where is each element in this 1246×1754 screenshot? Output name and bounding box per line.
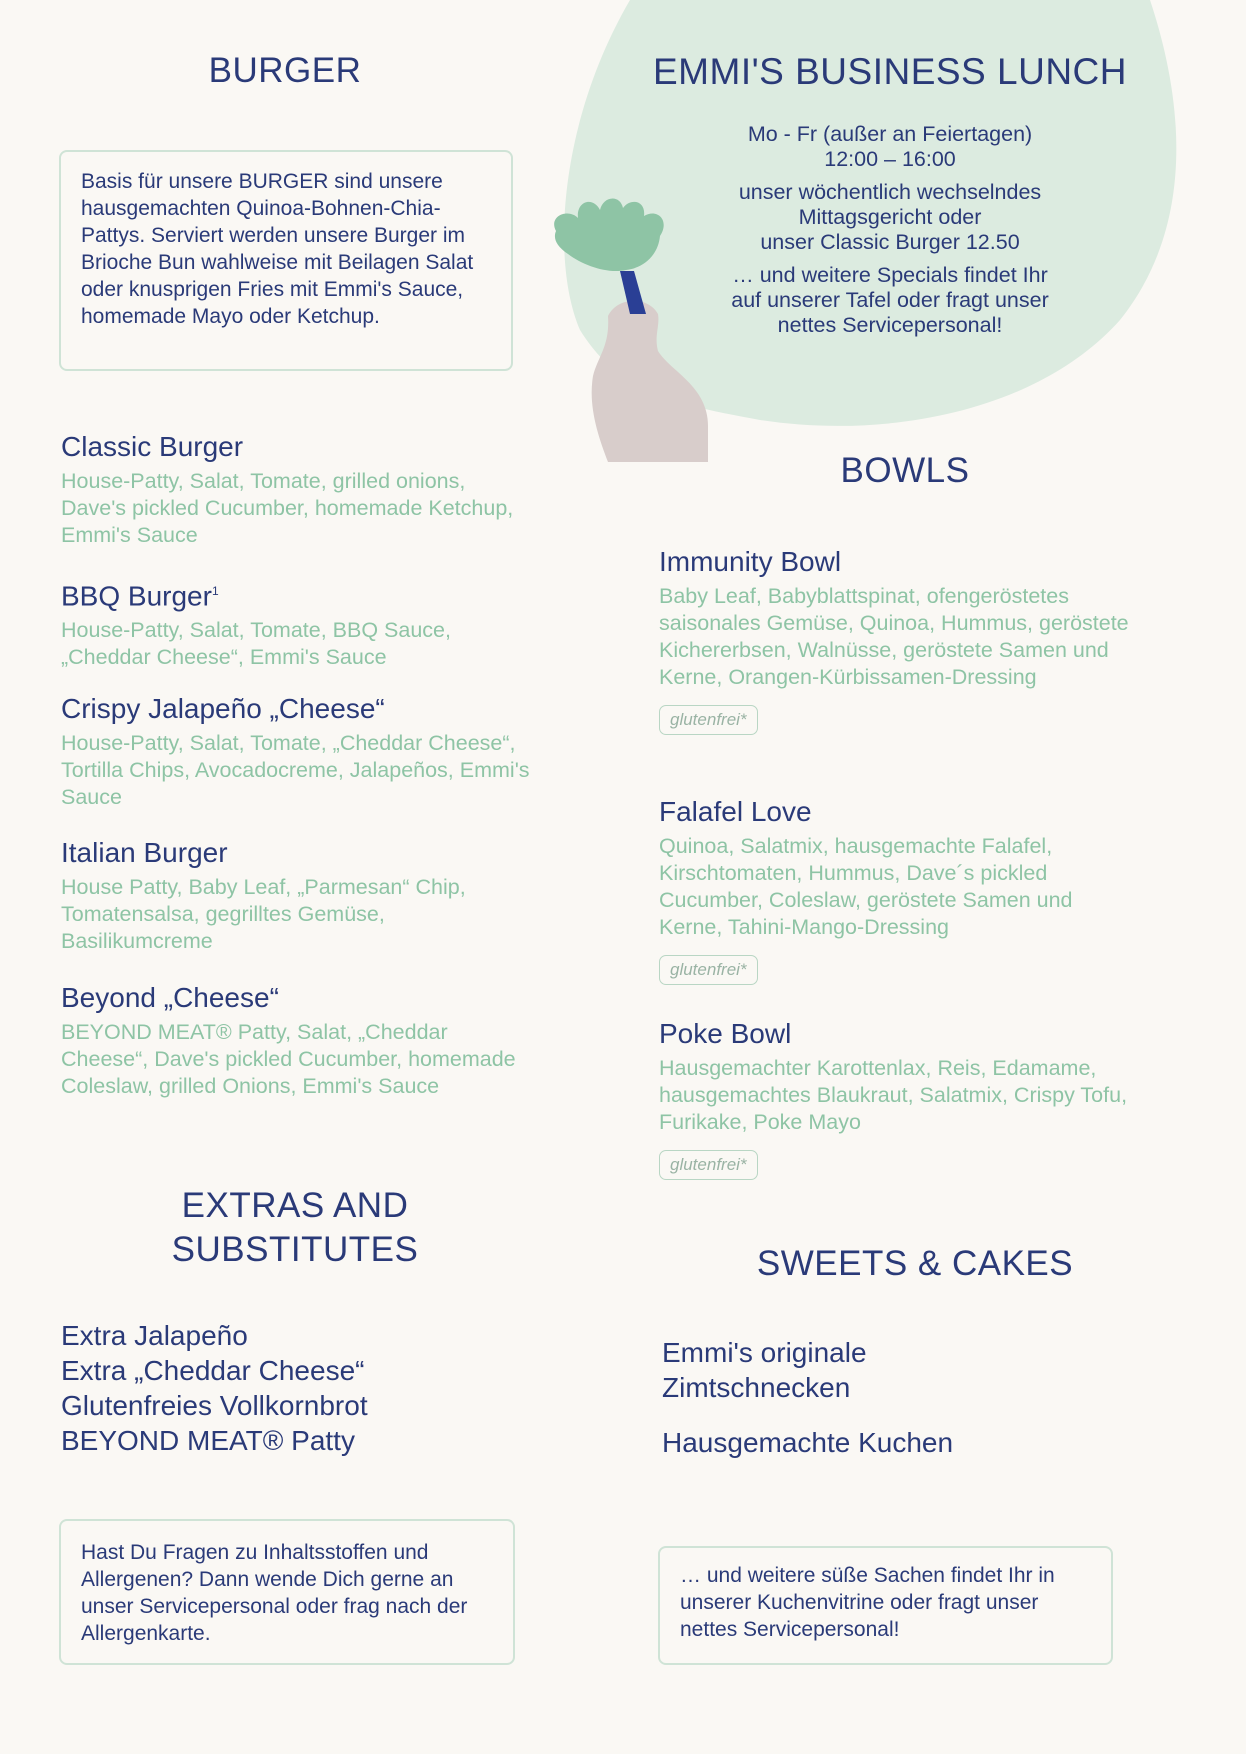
burger-item-desc: House-Patty, Salat, Tomate, „Cheddar Cheese“, Tortilla Chips, Avocadocreme, Jalapeños, Emmi's Sauce	[61, 731, 530, 809]
burger-item-title: Classic Burger	[61, 431, 244, 462]
lunch-heading: EMMI'S BUSINESS LUNCH	[653, 51, 1127, 92]
lunch-days: Mo - Fr (außer an Feiertagen)	[747, 122, 1033, 146]
bowls-heading: BOWLS	[840, 451, 970, 490]
bowl-item-title: Immunity Bowl	[659, 546, 842, 577]
burger-item-title: Crispy Jalapeño „Cheese“	[61, 693, 385, 724]
extras-list	[61, 1318, 541, 1458]
burger-item	[61, 574, 531, 671]
bowl-item	[659, 1017, 1129, 1180]
bowl-item-desc: Quinoa, Salatmix, hausgemachte Falafel, Kirschtomaten, Hummus, Dave´s pickled Cucumber, Coleslaw, geröstete Samen und Kerne, Tahini-Mango-Dressing	[659, 834, 1073, 939]
extras-item: BEYOND MEAT® Patty	[61, 1425, 355, 1456]
extras-heading	[60, 1184, 530, 1272]
bowl-item	[659, 795, 1129, 985]
extras-heading-line: EXTRAS AND	[181, 1186, 409, 1225]
lunch-line: nettes Servicepersonal!	[777, 313, 1003, 337]
lunch-line: unser wöchentlich wechselndes	[738, 180, 1042, 204]
glutenfree-badge: glutenfrei*	[659, 1150, 758, 1180]
bowl-item-title: Poke Bowl	[659, 1018, 792, 1049]
burger-item-desc: BEYOND MEAT® Patty, Salat, „Cheddar Cheese“, Dave's pickled Cucumber, homemade Coleslaw, grilled Onions, Emmi's Sauce	[61, 1020, 516, 1098]
bowl-item-title: Falafel Love	[659, 796, 812, 827]
bowl-item	[659, 545, 1139, 735]
lunch-hours: 12:00 – 16:00	[824, 147, 956, 171]
allergen-note-box	[59, 1519, 515, 1665]
glutenfree-badge: glutenfrei*	[659, 705, 758, 735]
glutenfree-badge: glutenfrei*	[659, 955, 758, 985]
burger-item	[61, 692, 531, 811]
extras-item: Extra „Cheddar Cheese“	[61, 1355, 365, 1386]
extras-heading-line: SUBSTITUTES	[171, 1230, 419, 1269]
burger-item	[61, 430, 531, 549]
sweets-item: Hausgemachte Kuchen	[662, 1427, 954, 1458]
sweets-item: Emmi's originale	[662, 1337, 867, 1368]
burger-intro-text: Basis für unsere BURGER sind unsere hausgemachten Quinoa-Bohnen-Chia-Pattys. Serviert werden unsere Burger im Brioche Bun wahlweise mit Beilagen Salat oder knusprigen Fries mit Emmi's Sauce, homemade Mayo oder Ketchup.	[81, 170, 474, 328]
burger-item	[61, 981, 531, 1100]
lunch-line: Mittagsgericht oder	[798, 205, 982, 229]
burger-item-desc: House Patty, Baby Leaf, „Parmesan“ Chip, Tomatensalsa, gegrilltes Gemüse, Basilikumcreme	[61, 875, 466, 953]
lunch-line: unser Classic Burger 12.50	[760, 230, 1020, 254]
burger-item-title: Beyond „Cheese“	[61, 982, 279, 1013]
lunch-line: … und weitere Specials findet Ihr	[732, 263, 1048, 287]
sweets-note-box	[658, 1546, 1113, 1665]
lunch-info	[640, 122, 1140, 338]
burger-item-title: BBQ Burger	[61, 580, 212, 612]
bowl-item-desc: Baby Leaf, Babyblattspinat, ofengeröstetes saisonales Gemüse, Quinoa, Hummus, geröstete Kichererbsen, Walnüsse, geröstete Samen und Kerne, Orangen-Kürbissamen-Dressing	[659, 584, 1129, 689]
footnote-marker: 1	[211, 584, 219, 598]
burger-heading: BURGER	[208, 51, 362, 90]
allergen-note-text: Hast Du Fragen zu Inhaltsstoffen und Allergenen? Dann wende Dich gerne an unser Servicepersonal oder frag nach der Allergenkarte.	[81, 1541, 468, 1645]
extras-item: Extra Jalapeño	[61, 1320, 248, 1351]
burger-item-title: Italian Burger	[61, 837, 228, 868]
sweets-list	[662, 1335, 1142, 1460]
lunch-line: auf unserer Tafel oder fragt unser	[731, 288, 1049, 312]
burger-intro-box	[59, 150, 513, 371]
sweets-note-text: … und weitere süße Sachen findet Ihr in unserer Kuchenvitrine oder fragt unser nettes Servicepersonal!	[680, 1564, 1055, 1641]
sweets-heading: SWEETS & CAKES	[756, 1244, 1074, 1283]
burger-item-desc: House-Patty, Salat, Tomate, grilled onions, Dave's pickled Cucumber, homemade Ketchup, Emmi's Sauce	[61, 469, 514, 547]
burger-item-desc: House-Patty, Salat, Tomate, BBQ Sauce, „Cheddar Cheese“, Emmi's Sauce	[61, 618, 451, 670]
sweets-item: Zimtschnecken	[662, 1372, 851, 1403]
burger-item	[61, 836, 531, 955]
bowl-item-desc: Hausgemachter Karottenlax, Reis, Edamame, hausgemachtes Blaukraut, Salatmix, Crispy Tofu, Furikake, Poke Mayo	[659, 1056, 1128, 1134]
extras-item: Glutenfreies Vollkornbrot	[61, 1390, 368, 1421]
